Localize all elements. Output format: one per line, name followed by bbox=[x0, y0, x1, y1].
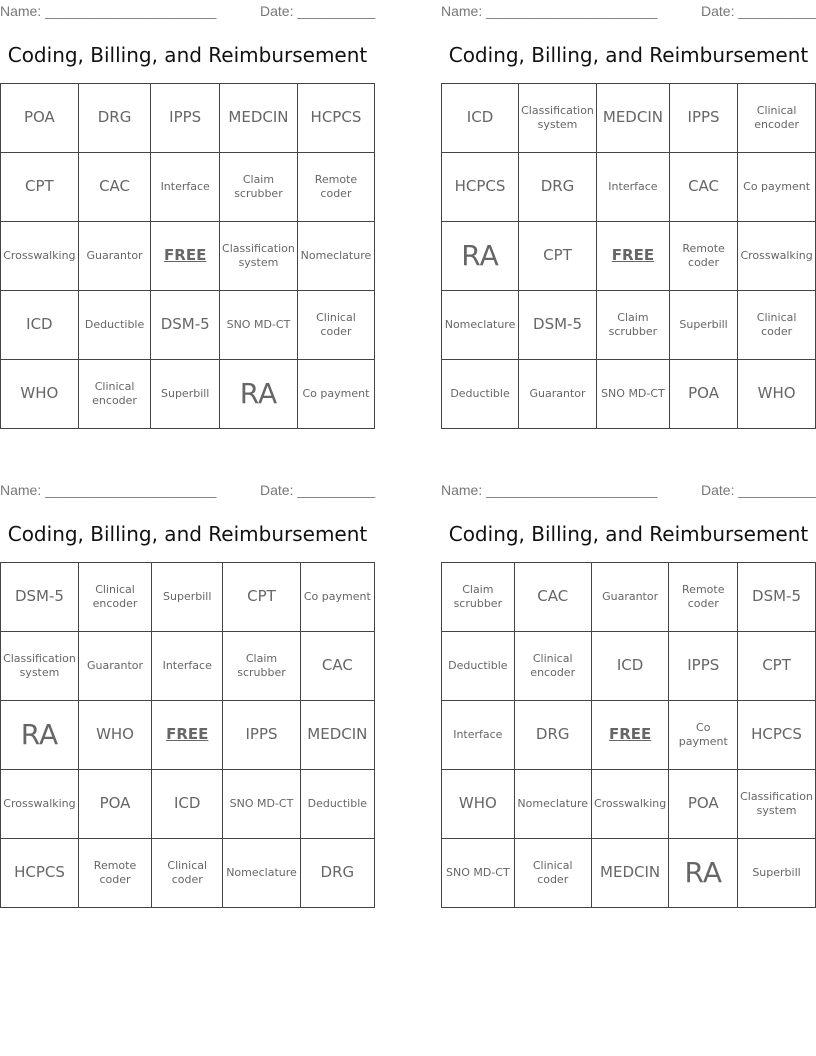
grid-row bbox=[442, 360, 816, 429]
bingo-cell: CAC bbox=[300, 632, 374, 701]
bingo-cell: Claim scrubber bbox=[220, 153, 298, 222]
bingo-cell: Remote coder bbox=[669, 563, 738, 632]
card-header bbox=[0, 479, 375, 499]
grid-row bbox=[442, 701, 816, 770]
bingo-cell: Guarantor bbox=[78, 632, 151, 701]
bingo-cell: IPPS bbox=[669, 84, 737, 153]
grid-row bbox=[1, 701, 375, 770]
bingo-cell: RA bbox=[1, 701, 79, 770]
bingo-cell: Crosswalking bbox=[591, 770, 669, 839]
bingo-cell: HCPCS bbox=[297, 84, 374, 153]
bingo-cell: MEDCIN bbox=[596, 84, 669, 153]
bingo-cell: HCPCS bbox=[1, 839, 79, 908]
bingo-cell: CAC bbox=[669, 153, 737, 222]
bingo-cell: Clinical encoder bbox=[78, 360, 151, 429]
bingo-cell: Crosswalking bbox=[738, 222, 816, 291]
bingo-cell: SNO MD-CT bbox=[442, 839, 515, 908]
bingo-cell: Claim scrubber bbox=[442, 563, 515, 632]
date-field: Date: __________ bbox=[260, 482, 376, 498]
bingo-cell: Nomeclature bbox=[223, 839, 300, 908]
bingo-cell: Deductible bbox=[442, 360, 519, 429]
bingo-cell: Nomeclature bbox=[514, 770, 591, 839]
bingo-cell: SNO MD-CT bbox=[220, 291, 298, 360]
bingo-card bbox=[0, 479, 376, 886]
bingo-cell: Interface bbox=[442, 701, 515, 770]
bingo-cell: CPT bbox=[519, 222, 597, 291]
bingo-cell: CAC bbox=[514, 563, 591, 632]
name-field: Name: ______________________ bbox=[0, 482, 217, 498]
bingo-cell: IPPS bbox=[151, 84, 220, 153]
grid-row bbox=[442, 839, 816, 908]
name-field: Name: ______________________ bbox=[441, 482, 658, 498]
bingo-cell: DSM-5 bbox=[1, 563, 79, 632]
bingo-cell: Nomeclature bbox=[297, 222, 374, 291]
grid-row bbox=[1, 153, 375, 222]
bingo-cell: Interface bbox=[152, 632, 223, 701]
bingo-cell: Clinical encoder bbox=[78, 563, 151, 632]
bingo-cell: Co payment bbox=[300, 563, 374, 632]
name-field: Name: ______________________ bbox=[0, 3, 217, 19]
bingo-cell: Interface bbox=[596, 153, 669, 222]
grid-row bbox=[1, 839, 375, 908]
bingo-cell: Remote coder bbox=[669, 222, 737, 291]
card-title: Coding, Billing, and Reimbursement bbox=[7, 522, 368, 546]
card-title: Coding, Billing, and Reimbursement bbox=[448, 522, 809, 546]
bingo-cell: POA bbox=[669, 360, 737, 429]
date-field: Date: __________ bbox=[701, 482, 816, 498]
grid-row bbox=[1, 770, 375, 839]
bingo-cell: Classification system bbox=[220, 222, 298, 291]
bingo-grid bbox=[0, 562, 375, 908]
bingo-card bbox=[0, 0, 376, 410]
bingo-cell: MEDCIN bbox=[220, 84, 298, 153]
bingo-cell: Clinical coder bbox=[152, 839, 223, 908]
bingo-cell: DRG bbox=[78, 84, 151, 153]
card-header bbox=[0, 0, 375, 20]
bingo-cell: Co payment bbox=[669, 701, 738, 770]
bingo-cell: Classification system bbox=[519, 84, 597, 153]
grid-row bbox=[1, 84, 375, 153]
card-title: Coding, Billing, and Reimbursement bbox=[448, 43, 809, 67]
bingo-cell: CPT bbox=[1, 153, 79, 222]
bingo-cell: Claim scrubber bbox=[596, 291, 669, 360]
bingo-grid bbox=[441, 83, 816, 429]
bingo-cell: Remote coder bbox=[297, 153, 374, 222]
bingo-cell: Interface bbox=[151, 153, 220, 222]
bingo-cell: Clinical encoder bbox=[514, 632, 591, 701]
bingo-cell: DRG bbox=[300, 839, 374, 908]
bingo-cell: POA bbox=[669, 770, 738, 839]
bingo-cell: Crosswalking bbox=[1, 770, 79, 839]
bingo-cell: Superbill bbox=[669, 291, 737, 360]
bingo-cell: Crosswalking bbox=[1, 222, 79, 291]
bingo-cell: IPPS bbox=[223, 701, 300, 770]
bingo-cell: Clinical coder bbox=[514, 839, 591, 908]
bingo-cell: Clinical coder bbox=[738, 291, 816, 360]
bingo-cell: CPT bbox=[223, 563, 300, 632]
bingo-cell: DRG bbox=[519, 153, 597, 222]
bingo-cell: Deductible bbox=[300, 770, 374, 839]
bingo-cell: Nomeclature bbox=[442, 291, 519, 360]
bingo-cell: WHO bbox=[442, 770, 515, 839]
bingo-cell: Co payment bbox=[738, 153, 816, 222]
free-space: FREE bbox=[591, 701, 669, 770]
bingo-cell: ICD bbox=[591, 632, 669, 701]
bingo-cell: HCPCS bbox=[442, 153, 519, 222]
grid-row bbox=[442, 222, 816, 291]
bingo-cell: Claim scrubber bbox=[223, 632, 300, 701]
bingo-cell: ICD bbox=[442, 84, 519, 153]
bingo-cell: Deductible bbox=[442, 632, 515, 701]
bingo-cell: Guarantor bbox=[591, 563, 669, 632]
bingo-cell: HCPCS bbox=[738, 701, 816, 770]
grid-row bbox=[1, 222, 375, 291]
bingo-cell: DSM-5 bbox=[151, 291, 220, 360]
bingo-grid bbox=[441, 562, 816, 908]
bingo-cell: IPPS bbox=[669, 632, 738, 701]
bingo-cell: Clinical coder bbox=[297, 291, 374, 360]
bingo-cell: Clinical encoder bbox=[738, 84, 816, 153]
date-field: Date: __________ bbox=[701, 3, 816, 19]
date-field: Date: __________ bbox=[260, 3, 376, 19]
card-header bbox=[441, 479, 816, 499]
grid-row bbox=[442, 632, 816, 701]
grid-row bbox=[442, 84, 816, 153]
bingo-cell: MEDCIN bbox=[591, 839, 669, 908]
bingo-cell: Superbill bbox=[152, 563, 223, 632]
bingo-cell: CAC bbox=[78, 153, 151, 222]
grid-row bbox=[1, 563, 375, 632]
bingo-cell: Classification system bbox=[1, 632, 79, 701]
bingo-cell: Co payment bbox=[297, 360, 374, 429]
card-header bbox=[441, 0, 816, 20]
bingo-cell: DRG bbox=[514, 701, 591, 770]
card-title: Coding, Billing, and Reimbursement bbox=[7, 43, 368, 67]
bingo-cell: WHO bbox=[78, 701, 151, 770]
grid-row bbox=[1, 360, 375, 429]
bingo-cell: ICD bbox=[152, 770, 223, 839]
bingo-cell: Deductible bbox=[78, 291, 151, 360]
bingo-cell: Guarantor bbox=[78, 222, 151, 291]
bingo-cell: WHO bbox=[738, 360, 816, 429]
bingo-cell: MEDCIN bbox=[300, 701, 374, 770]
free-space: FREE bbox=[151, 222, 220, 291]
free-space: FREE bbox=[152, 701, 223, 770]
bingo-cell: Remote coder bbox=[78, 839, 151, 908]
bingo-grid bbox=[0, 83, 375, 429]
bingo-cell: Guarantor bbox=[519, 360, 597, 429]
bingo-cell: RA bbox=[669, 839, 738, 908]
bingo-cell: CPT bbox=[738, 632, 816, 701]
bingo-cell: WHO bbox=[1, 360, 79, 429]
bingo-cell: DSM-5 bbox=[738, 563, 816, 632]
grid-row bbox=[1, 632, 375, 701]
bingo-cell: Superbill bbox=[151, 360, 220, 429]
grid-row bbox=[442, 291, 816, 360]
free-space: FREE bbox=[596, 222, 669, 291]
bingo-cell: SNO MD-CT bbox=[223, 770, 300, 839]
bingo-cell: RA bbox=[220, 360, 298, 429]
bingo-cell: ICD bbox=[1, 291, 79, 360]
grid-row bbox=[442, 153, 816, 222]
bingo-cell: POA bbox=[1, 84, 79, 153]
grid-row bbox=[442, 770, 816, 839]
grid-row bbox=[442, 563, 816, 632]
bingo-cell: POA bbox=[78, 770, 151, 839]
bingo-cell: Superbill bbox=[738, 839, 816, 908]
bingo-card bbox=[441, 479, 816, 889]
bingo-cell: SNO MD-CT bbox=[596, 360, 669, 429]
bingo-card bbox=[441, 0, 816, 403]
bingo-cell: DSM-5 bbox=[519, 291, 597, 360]
bingo-cell: RA bbox=[442, 222, 519, 291]
bingo-cell: Classification system bbox=[738, 770, 816, 839]
grid-row bbox=[1, 291, 375, 360]
name-field: Name: ______________________ bbox=[441, 3, 658, 19]
